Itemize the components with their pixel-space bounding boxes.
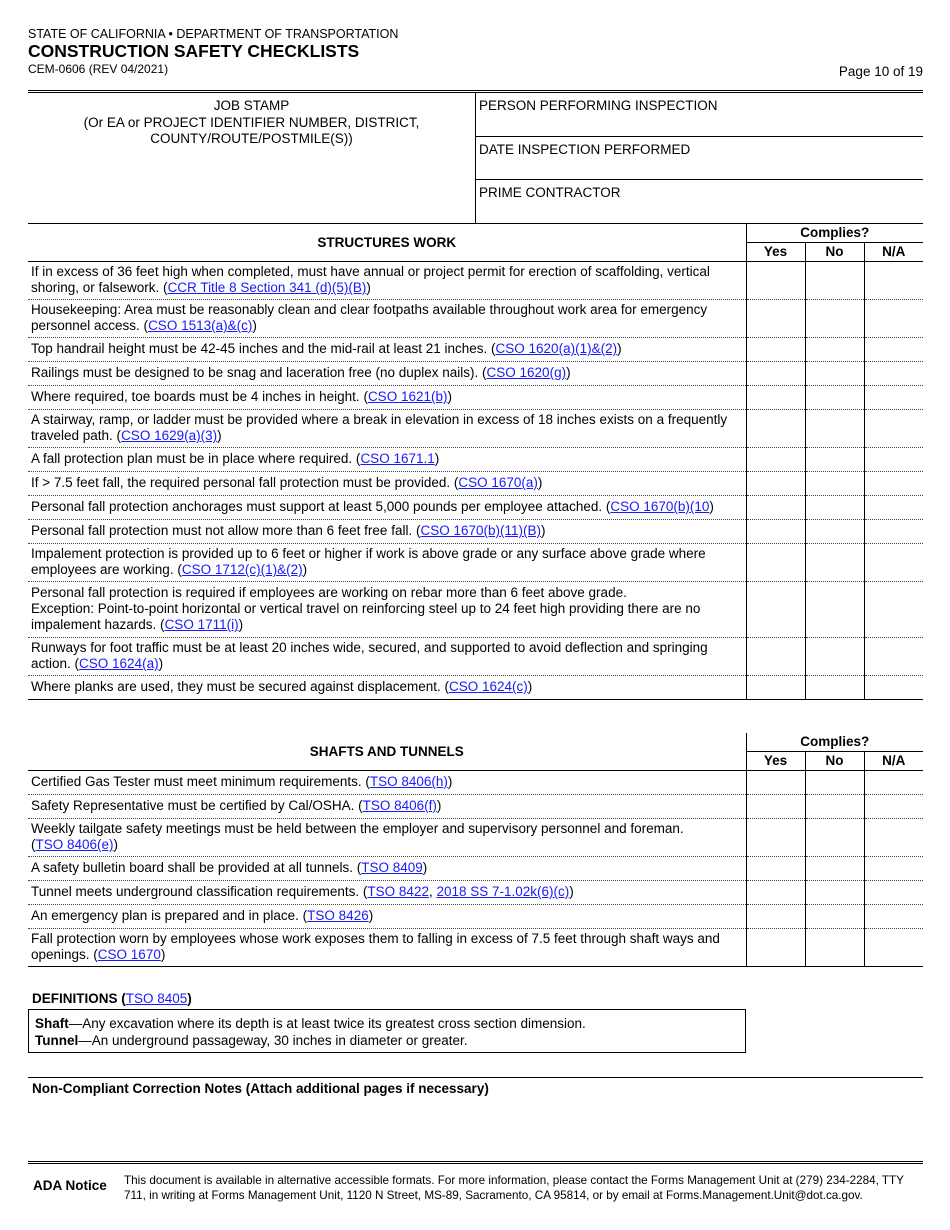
- complies-yes-cell[interactable]: [746, 770, 805, 794]
- checklist-item-text: [28, 447, 746, 471]
- complies-yes-cell[interactable]: [746, 261, 805, 299]
- yes-column-heading: Yes: [746, 242, 805, 261]
- date-inspection-performed-field[interactable]: [476, 137, 923, 181]
- person-performing-inspection-label: PERSON PERFORMING INSPECTION: [479, 98, 718, 113]
- checklist-item-text: [28, 880, 746, 904]
- item-text-suffix: ): [217, 428, 222, 443]
- complies-yes-cell[interactable]: [746, 409, 805, 447]
- regulation-reference-link[interactable]: CSO 1671.1: [360, 451, 435, 466]
- na-column-heading: N/A: [864, 242, 923, 261]
- complies-no-cell[interactable]: [805, 818, 864, 856]
- complies-no-cell[interactable]: [805, 543, 864, 581]
- no-column-heading: No: [805, 242, 864, 261]
- structures-work-heading: STRUCTURES WORK: [28, 224, 746, 261]
- shafts-tunnels-heading: SHAFTS AND TUNNELS: [28, 733, 746, 770]
- job-stamp-area[interactable]: [28, 93, 475, 224]
- checklist-item-text: [28, 770, 746, 794]
- regulation-reference-link[interactable]: CSO 1621(b): [367, 389, 448, 404]
- complies-no-cell[interactable]: [805, 299, 864, 337]
- checklist-item-text: [28, 361, 746, 385]
- complies-heading: Complies?: [746, 224, 923, 242]
- complies-yes-cell[interactable]: [746, 519, 805, 543]
- complies-no-cell[interactable]: [805, 928, 864, 966]
- complies-na-cell[interactable]: [864, 675, 923, 699]
- complies-yes-cell[interactable]: [746, 637, 805, 675]
- correction-notes-field[interactable]: [28, 1077, 923, 1096]
- complies-yes-cell[interactable]: [746, 337, 805, 361]
- regulation-reference-link[interactable]: CSO 1670: [97, 947, 161, 962]
- agency-name: STATE OF CALIFORNIA • DEPARTMENT OF TRANSPORTATION: [28, 27, 399, 41]
- form-title: CONSTRUCTION SAFETY CHECKLISTS: [28, 41, 360, 61]
- item-text: A stairway, ramp, or ladder must be provided where a break in elevation in excess of 18 inches exists on a frequently traveled path. (: [31, 412, 728, 443]
- checklist-row: [28, 385, 923, 409]
- ada-notice-text: This document is available in alternative accessible formats. For more information, please contact the Forms Management Unit at (279) 234-2284, TTY 711, in writing at Forms Management Unit, 1120 N Street, MS-89, Sacramento, CA 95814, or by email at Forms.Management.Unit@dot.ca.gov.: [124, 1174, 904, 1202]
- item-text-suffix: ): [447, 389, 452, 404]
- job-stamp-sublabel-1: (Or EA or PROJECT IDENTIFIER NUMBER, DISTRICT,: [83, 114, 420, 130]
- page-number: Page 10 of 19: [838, 64, 923, 79]
- item-text-suffix: ): [527, 679, 533, 694]
- regulation-reference-link[interactable]: TSO 8426: [307, 908, 369, 923]
- complies-na-cell[interactable]: [864, 880, 923, 904]
- complies-yes-cell[interactable]: [746, 928, 805, 966]
- item-text: An emergency plan is prepared and in place. (: [31, 908, 308, 923]
- checklist-item-text: [28, 794, 746, 818]
- complies-na-cell[interactable]: [864, 856, 923, 880]
- complies-no-cell[interactable]: [805, 409, 864, 447]
- item-text: Tunnel meets underground classification requirements. (: [31, 884, 368, 899]
- checklist-item-text: [28, 299, 746, 337]
- item-text: Weekly tailgate safety meetings must be held between the employer and supervisory personnel and foreman.: [31, 821, 684, 836]
- checklist-item-text: [28, 637, 746, 675]
- item-text: Railings must be designed to be snag and laceration free (no duplex nails). (: [31, 365, 487, 380]
- checklist-row: [28, 495, 923, 519]
- checklist-row: [28, 337, 923, 361]
- checklist-row: [28, 928, 923, 966]
- item-text-suffix: ): [541, 523, 546, 538]
- regulation-reference-link[interactable]: CSO 1624(c): [448, 679, 528, 694]
- job-stamp-label: JOB STAMP: [213, 98, 290, 113]
- complies-yes-cell[interactable]: [746, 675, 805, 699]
- checklist-row: [28, 519, 923, 543]
- complies-no-cell[interactable]: [805, 519, 864, 543]
- complies-yes-cell[interactable]: [746, 818, 805, 856]
- regulation-reference-link[interactable]: CSO 1629(a)(3): [121, 428, 218, 443]
- item-text: Personal fall protection is required if employees are working on rebar more than 6 feet above grade.: [31, 585, 627, 600]
- yes-column-heading: Yes: [746, 751, 805, 770]
- complies-yes-cell[interactable]: [746, 471, 805, 495]
- complies-na-cell[interactable]: [864, 337, 923, 361]
- job-stamp-sublabel-2: COUNTY/ROUTE/POSTMILE(S)): [150, 131, 353, 146]
- regulation-reference-link[interactable]: CSO 1513(a)&(c): [148, 318, 253, 333]
- link-separator: ,: [428, 884, 437, 899]
- na-column-heading: N/A: [864, 751, 923, 770]
- definitions-heading-suffix: ): [187, 991, 192, 1006]
- complies-no-cell[interactable]: [805, 471, 864, 495]
- correction-notes-label: Non-Compliant Correction Notes (Attach additional pages if necessary): [32, 1081, 489, 1096]
- complies-na-cell[interactable]: [864, 581, 923, 637]
- item-text-suffix: ): [113, 837, 119, 852]
- item-text: Runways for foot traffic must be at least 20 inches wide, secured, and supported to avoid deflection and springing action. (: [31, 640, 708, 671]
- ada-notice-label: ADA Notice: [33, 1178, 107, 1193]
- complies-no-cell[interactable]: [805, 904, 864, 928]
- item-text: (: [31, 837, 36, 852]
- complies-yes-cell[interactable]: [746, 385, 805, 409]
- item-text-suffix: ): [366, 280, 371, 295]
- regulation-reference-link[interactable]: CSO 1624(a): [79, 656, 159, 671]
- checklist-item-text: [28, 581, 746, 637]
- complies-na-cell[interactable]: [864, 261, 923, 299]
- complies-na-cell[interactable]: [864, 794, 923, 818]
- complies-yes-cell[interactable]: [746, 880, 805, 904]
- regulation-reference-link[interactable]: TSO 8406(h): [369, 774, 448, 789]
- date-inspection-performed-label: DATE INSPECTION PERFORMED: [479, 141, 691, 157]
- item-text: If > 7.5 feet fall, the required personal fall protection must be provided. (: [31, 475, 459, 490]
- checklist-row: [28, 904, 923, 928]
- item-text-suffix: ): [566, 365, 571, 380]
- complies-no-cell[interactable]: [805, 856, 864, 880]
- item-text: A safety bulletin board shall be provided at all tunnels. (: [31, 860, 362, 875]
- regulation-reference-link[interactable]: TSO 8406(f): [362, 798, 437, 813]
- item-text: Housekeeping: Area must be reasonably clean and clear footpaths available throughout work area for emergency personnel access. (: [31, 302, 708, 333]
- complies-no-cell[interactable]: [805, 385, 864, 409]
- complies-yes-cell[interactable]: [746, 581, 805, 637]
- item-text: Where required, toe boards must be 4 inches in height. (: [31, 389, 368, 404]
- regulation-reference-link[interactable]: CSO 1712(c)(1)&(2): [181, 562, 303, 577]
- complies-no-cell[interactable]: [805, 495, 864, 519]
- regulation-reference-link[interactable]: CSO 1711(i): [164, 617, 239, 632]
- item-text: Fall protection worn by employees whose work exposes them to falling in excess of 7.5 feet through shaft ways and openings. (: [31, 931, 720, 962]
- item-text-suffix: ): [709, 499, 714, 514]
- complies-na-cell[interactable]: [864, 447, 923, 471]
- item-text-suffix: ): [617, 341, 622, 356]
- checklist-row: [28, 261, 923, 299]
- complies-no-cell[interactable]: [805, 361, 864, 385]
- checklist-item-text: [28, 495, 746, 519]
- complies-yes-cell[interactable]: [746, 495, 805, 519]
- item-text: Impalement protection is provided up to 6 feet or higher if work is above grade or any surface above grade where employees are working. (: [31, 546, 706, 577]
- prime-contractor-label: PRIME CONTRACTOR: [479, 185, 621, 201]
- item-text-suffix: ): [537, 475, 543, 490]
- checklist-item-text: [28, 856, 746, 880]
- checklist-item-text: [28, 261, 746, 299]
- regulation-reference-link[interactable]: TSO 8409: [361, 860, 423, 875]
- checklist-row: [28, 818, 923, 856]
- tunnel-definition-text: —An underground passageway, 30 inches in diameter or greater.: [78, 1033, 468, 1048]
- checklist-item-text: [28, 543, 746, 581]
- complies-na-cell[interactable]: [864, 770, 923, 794]
- item-text-suffix: ): [447, 774, 453, 789]
- complies-yes-cell[interactable]: [746, 447, 805, 471]
- checklist-row: [28, 675, 923, 699]
- checklist-item-text: [28, 904, 746, 928]
- complies-na-cell[interactable]: [864, 818, 923, 856]
- complies-no-cell[interactable]: [805, 261, 864, 299]
- item-text: Personal fall protection anchorages must support at least 5,000 pounds per employee attached. (: [31, 499, 611, 514]
- complies-yes-cell[interactable]: [746, 543, 805, 581]
- regulation-reference-link[interactable]: CSO 1670(a): [458, 475, 538, 490]
- complies-no-cell[interactable]: [805, 447, 864, 471]
- checklist-row: [28, 856, 923, 880]
- checklist-row: [28, 543, 923, 581]
- item-text-suffix: ): [302, 562, 308, 577]
- item-text-suffix: ): [368, 908, 374, 923]
- tunnel-term: Tunnel: [35, 1033, 79, 1048]
- shafts-tunnels-table: [28, 733, 923, 967]
- item-text: Where planks are used, they must be secured against displacement. (: [31, 679, 449, 694]
- regulation-reference-link[interactable]: CSO 1670(b)(11)(B): [420, 523, 541, 538]
- complies-no-cell[interactable]: [805, 770, 864, 794]
- complies-yes-cell[interactable]: [746, 856, 805, 880]
- regulation-reference-link[interactable]: CSO 1670(b)(10: [610, 499, 710, 514]
- complies-no-cell[interactable]: [805, 880, 864, 904]
- checklist-row: [28, 471, 923, 495]
- checklist-row: [28, 299, 923, 337]
- checklist-row: [28, 770, 923, 794]
- complies-na-cell[interactable]: [864, 471, 923, 495]
- complies-no-cell[interactable]: [805, 637, 864, 675]
- item-text: A fall protection plan must be in place where required. (: [31, 451, 361, 466]
- complies-na-cell[interactable]: [864, 385, 923, 409]
- regulation-reference-link[interactable]: CSO 1620(a)(1)&(2): [495, 341, 618, 356]
- item-text-suffix: ): [436, 798, 442, 813]
- complies-na-cell[interactable]: [864, 904, 923, 928]
- ada-notice: [28, 1161, 923, 1205]
- checklist-row: [28, 361, 923, 385]
- checklist-item-text: [28, 675, 746, 699]
- checklist-item-text: [28, 818, 746, 856]
- regulation-reference-link[interactable]: TSO 8406(e): [35, 837, 114, 852]
- complies-yes-cell[interactable]: [746, 794, 805, 818]
- shaft-term: Shaft: [35, 1016, 69, 1031]
- definitions-reference-link[interactable]: TSO 8405: [125, 991, 188, 1006]
- complies-no-cell[interactable]: [805, 675, 864, 699]
- shaft-definition: [35, 1015, 745, 1032]
- regulation-reference-link[interactable]: CSO 1620(g): [486, 365, 567, 380]
- item-text-suffix: ): [160, 947, 166, 962]
- complies-yes-cell[interactable]: [746, 904, 805, 928]
- complies-no-cell[interactable]: [805, 337, 864, 361]
- complies-na-cell[interactable]: [864, 495, 923, 519]
- item-text: If in excess of 36 feet high when completed, must have annual or project permit for erection of scaffolding, vertical shoring, or falsework. (: [31, 264, 710, 295]
- no-column-heading: No: [805, 751, 864, 770]
- checklist-item-text: [28, 471, 746, 495]
- checklist-row: [28, 880, 923, 904]
- checklist-row: [28, 794, 923, 818]
- item-text-suffix: ): [238, 617, 244, 632]
- complies-no-cell[interactable]: [805, 794, 864, 818]
- complies-na-cell[interactable]: [864, 361, 923, 385]
- structures-work-table: [28, 224, 923, 700]
- complies-heading: Complies?: [746, 733, 923, 751]
- definitions-heading-prefix: DEFINITIONS (: [32, 991, 126, 1006]
- item-text-suffix: ): [422, 860, 428, 875]
- checklist-item-text: [28, 928, 746, 966]
- checklist-row: [28, 581, 923, 637]
- definitions-heading: [32, 991, 192, 1006]
- item-text-suffix: ): [569, 884, 574, 899]
- item-text: Safety Representative must be certified by Cal/OSHA. (: [31, 798, 363, 813]
- checklist-item-text: [28, 337, 746, 361]
- form-header: [28, 27, 923, 79]
- item-text-suffix: ): [434, 451, 440, 466]
- complies-na-cell[interactable]: [864, 299, 923, 337]
- checklist-row: [28, 409, 923, 447]
- regulation-reference-link[interactable]: CCR Title 8 Section 341 (d)(5)(B): [167, 280, 367, 295]
- complies-yes-cell[interactable]: [746, 299, 805, 337]
- shaft-definition-text: —Any excavation where its depth is at least twice its greatest cross section dimension.: [68, 1016, 586, 1031]
- item-text: Certified Gas Tester must meet minimum requirements. (: [31, 774, 370, 789]
- regulation-reference-link[interactable]: 2018 SS 7-1.02k(6)(c): [436, 884, 570, 899]
- complies-na-cell[interactable]: [864, 409, 923, 447]
- form-number: CEM-0606 (REV 04/2021): [28, 62, 169, 76]
- checklist-row: [28, 447, 923, 471]
- complies-na-cell[interactable]: [864, 543, 923, 581]
- complies-na-cell[interactable]: [864, 928, 923, 966]
- checklist-row: [28, 637, 923, 675]
- complies-na-cell[interactable]: [864, 637, 923, 675]
- regulation-reference-link[interactable]: TSO 8422: [367, 884, 429, 899]
- checklist-item-text: [28, 519, 746, 543]
- item-text-suffix: ): [158, 656, 164, 671]
- checklist-item-text: [28, 409, 746, 447]
- person-performing-inspection-field[interactable]: [476, 93, 923, 137]
- definitions-box: [28, 1009, 746, 1053]
- item-text: Personal fall protection must not allow more than 6 feet free fall. (: [31, 523, 421, 538]
- complies-yes-cell[interactable]: [746, 361, 805, 385]
- item-text: Top handrail height must be 42-45 inches and the mid-rail at least 21 inches. (: [31, 341, 496, 356]
- complies-na-cell[interactable]: [864, 519, 923, 543]
- item-text: Exception: Point-to-point horizontal or vertical travel on reinforcing steel up to 24 feet high providing there are no impalement hazards. (: [31, 601, 701, 632]
- prime-contractor-field[interactable]: [476, 180, 923, 224]
- checklist-item-text: [28, 385, 746, 409]
- complies-no-cell[interactable]: [805, 581, 864, 637]
- item-text-suffix: ): [252, 318, 257, 333]
- tunnel-definition: [35, 1032, 745, 1049]
- job-stamp-section: [28, 90, 923, 224]
